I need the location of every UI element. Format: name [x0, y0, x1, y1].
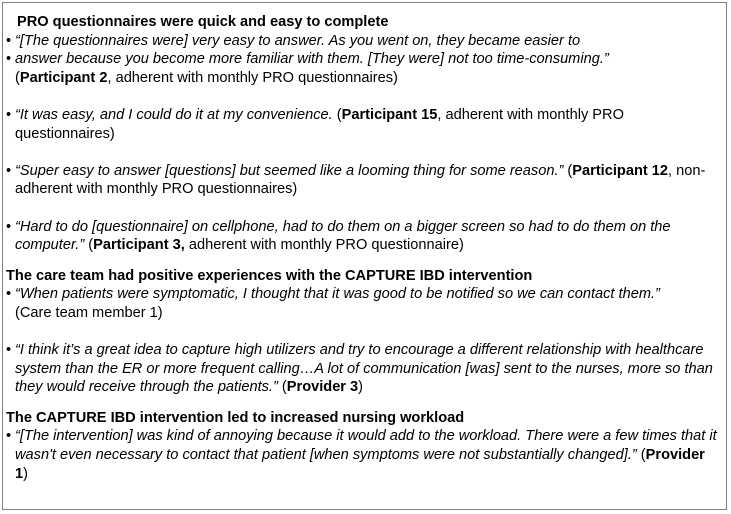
- attribution-name: Participant 3,: [93, 237, 185, 254]
- quote-item-participant-12: [6, 162, 721, 199]
- attribution-name: Provider 1: [15, 447, 705, 482]
- attribution-name: Participant 12: [572, 162, 669, 179]
- attribution-detail: , adherent with monthly PRO questionnaires): [107, 69, 398, 86]
- quote-text: “It was easy, and I could do it at my convenience.: [15, 106, 333, 123]
- bullet-icon: •: [6, 428, 12, 445]
- quote-text: “[The intervention] was kind of annoying because it would add to the workload. There were a few times that it wasn't even necessary to contact that patient [when symptoms were not substantially changed].”: [15, 428, 717, 464]
- bullet-icon: •: [6, 32, 12, 49]
- quote-item-participant-2-cont: [6, 50, 721, 87]
- attribution-open: (: [332, 106, 342, 123]
- bullet-icon: •: [6, 106, 12, 123]
- attribution-name: Provider 3: [286, 379, 359, 396]
- attribution-name: Participant 15: [341, 106, 438, 123]
- attribution-open: (: [84, 237, 94, 254]
- quote-item-care-team-member-1: [6, 285, 721, 322]
- attribution-detail: ): [358, 379, 364, 396]
- section-heading-nursing-workload: The CAPTURE IBD intervention led to increased nursing workload: [6, 409, 465, 426]
- attribution-name: Participant 2: [19, 69, 108, 86]
- attribution-detail: adherent with monthly PRO questionnaire): [184, 237, 464, 254]
- bullet-icon: •: [6, 218, 12, 235]
- attribution-detail: ): [23, 465, 28, 482]
- bullet-icon: •: [6, 51, 12, 68]
- attribution-open: (: [15, 69, 20, 86]
- quote-item-provider-3: [6, 341, 721, 397]
- bullet-icon: •: [6, 342, 12, 359]
- quote-text: “[The questionnaires were] very easy to answer. As you went on, they became easier to: [15, 32, 581, 49]
- quotes-content: [6, 13, 721, 483]
- section-heading-care-team: The care team had positive experiences with the CAPTURE IBD intervention: [6, 267, 533, 284]
- attribution-detail: , adherent with monthly PRO questionnaires): [15, 106, 624, 142]
- attribution-open: (: [636, 447, 646, 464]
- bullet-icon: •: [6, 162, 12, 179]
- attribution-detail: , non-adherent with monthly PRO questionnaires): [15, 162, 706, 198]
- section-heading-pro-questionnaires: PRO questionnaires were quick and easy to complete: [17, 14, 389, 30]
- quote-text: answer because you become more familiar with them. [They were] not too time-consuming.”: [15, 51, 609, 68]
- attribution-open: (: [563, 162, 573, 179]
- quote-item-participant-2: [6, 32, 721, 51]
- quote-text: “I think it’s a great idea to capture high utilizers and try to encourage a different relationship with healthcare system than the ER or more frequent calling…A lot of communication [was] sent to the nurses, more so than they would receive through the patients.”: [15, 342, 713, 396]
- quote-text: “Super easy to answer [questions] but seemed like a looming thing for some reason.”: [15, 162, 564, 179]
- attribution-open: (: [277, 379, 287, 396]
- attribution-detail: (Care team member 1): [15, 304, 163, 321]
- quote-text: “Hard to do [questionnaire] on cellphone, had to do them on a bigger screen so had to do them on the computer.”: [15, 218, 671, 254]
- quote-item-provider-1: [6, 427, 721, 483]
- quote-text: “When patients were symptomatic, I thought that it was good to be notified so we can contact them.”: [15, 286, 660, 303]
- bullet-icon: •: [6, 286, 12, 303]
- quote-item-participant-3: [6, 218, 721, 255]
- quote-item-participant-15: [6, 106, 721, 143]
